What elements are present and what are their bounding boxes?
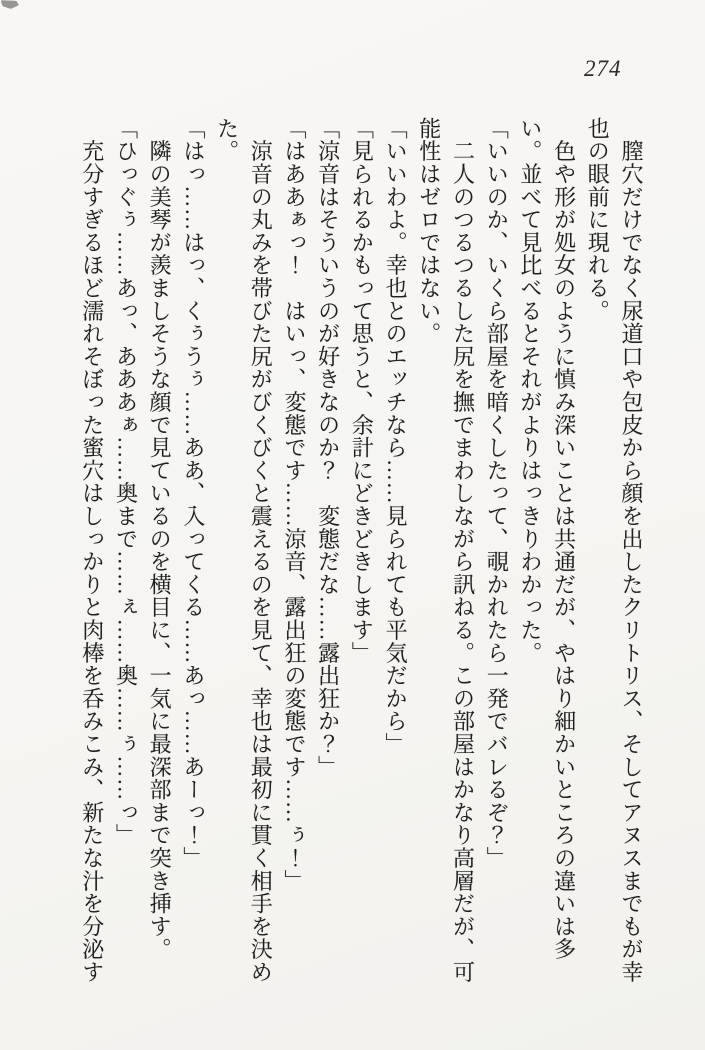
paragraph: 「見られるかもって思うと、余計にどきどきします」: [349, 117, 375, 665]
page-number: 274: [584, 56, 622, 81]
paragraph: 「いいのか、いくら部屋を暗くしたって、覗かれたら一発でバレるぞ？」: [484, 117, 510, 870]
scan-artifact: [1, 0, 19, 9]
paragraph: 「はっ……はっ、くぅうぅ……ああ、入ってくる……あっ……あーっ！」: [180, 117, 206, 870]
paragraph: 涼音の丸みを帯びた尻がびくびくと震えるのを見て、幸也は最初に貫く相手を決めた。: [214, 117, 274, 984]
paragraph: 隣の美琴が羨ましそうな顔で見ているのを横目に、一気に最深部まで突き挿す。: [147, 117, 173, 961]
paragraph: 「はああぁっ！ はいっ、変態です……涼音、露出狂の変態です……ぅ！」: [281, 117, 307, 893]
paragraph: 膣穴だけでなく尿道口や包皮から顔を出したクリトリス、そしてアヌスまでもが幸也の眼前に現れる。: [585, 117, 644, 984]
paragraph: 二人のつるつるした尻を撫でまわしながら訊ねる。この部屋はかなり高層だが、可能性はゼロではない。: [416, 117, 476, 984]
paragraph: 「ひっぐぅ……あっ、あああぁ……奥まで……ぇ……奥……ぅ……っ」: [113, 117, 139, 847]
paragraph: 「いいわよ。幸也とのエッチなら……見られても平気だから」: [383, 117, 409, 756]
paragraph: 色や形が処女のように慎み深いことは共通だが、やはり細かいところの違いは多い。並べて見比べるとそれがよりはっきりわかった。: [517, 117, 577, 961]
page-text: [66, 117, 648, 985]
paragraph: 充分すぎるほど濡れそぼった蜜穴はしっかりと肉棒を呑みこみ、新たな汁を分泌す: [79, 117, 105, 984]
paragraph: 「涼音はそういうのが好きなのか？ 変態だな……露出狂か？」: [315, 117, 341, 779]
